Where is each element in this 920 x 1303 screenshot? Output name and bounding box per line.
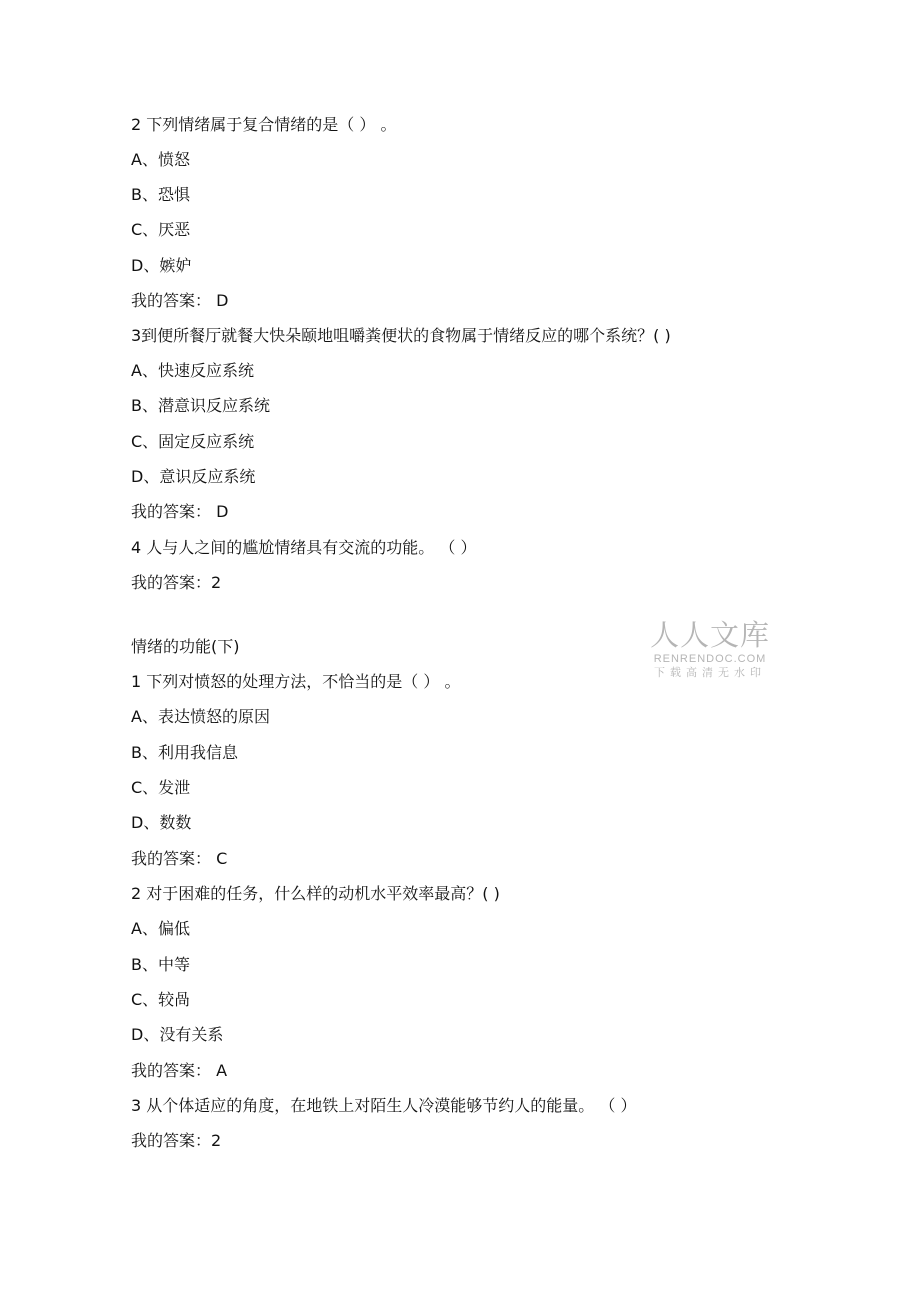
watermark-logo bbox=[640, 618, 780, 680]
option-b: B、恐惧 bbox=[131, 185, 190, 204]
question-2-stem: 2 对于困难的任务，什么样的动机水平效率最高？( ) bbox=[131, 884, 500, 903]
option-d: D、嫉妒 bbox=[131, 256, 192, 275]
option-b: B、潜意识反应系统 bbox=[131, 396, 270, 415]
option-c: C、发泄 bbox=[131, 778, 191, 797]
question-3-stem: 3 从个体适应的角度，在地铁上对陌生人冷漠能够节约人的能量。 （ ） bbox=[131, 1096, 637, 1115]
watermark-tagline: 下载高清无水印 bbox=[654, 666, 766, 679]
watermark-title: 人人文库 bbox=[649, 618, 770, 652]
my-answer: 我的答案： A bbox=[131, 1061, 228, 1080]
option-d: D、意识反应系统 bbox=[131, 467, 256, 486]
option-b: B、中等 bbox=[131, 955, 190, 974]
option-a: A、表达愤怒的原因 bbox=[131, 707, 270, 726]
question-2-stem: 2 下列情绪属于复合情绪的是（ ） 。 bbox=[131, 115, 397, 134]
option-c: C、厌恶 bbox=[131, 220, 191, 239]
option-a: A、快速反应系统 bbox=[131, 361, 254, 380]
question-1-stem: 1 下列对愤怒的处理方法，不恰当的是（ ） 。 bbox=[131, 672, 461, 691]
option-b: B、利用我信息 bbox=[131, 743, 238, 762]
my-answer: 我的答案： D bbox=[131, 502, 229, 521]
option-d: D、数数 bbox=[131, 813, 192, 832]
my-answer: 我的答案： C bbox=[131, 849, 228, 868]
question-3-stem: 3到便所餐厅就餐大快朵颐地咀嚼粪便状的食物属于情绪反应的哪个系统？( ) bbox=[131, 326, 671, 345]
option-a: A、愤怒 bbox=[131, 150, 190, 169]
option-d: D、没有关系 bbox=[131, 1025, 224, 1044]
my-answer: 我的答案：2 bbox=[131, 1131, 222, 1150]
section-title: 情绪的功能(下) bbox=[131, 637, 240, 656]
watermark-site: RENRENDOC.COM bbox=[653, 653, 767, 665]
option-c: C、较咼 bbox=[131, 990, 191, 1009]
option-a: A、偏低 bbox=[131, 919, 190, 938]
option-c: C、固定反应系统 bbox=[131, 432, 255, 451]
my-answer: 我的答案： D bbox=[131, 291, 229, 310]
my-answer: 我的答案：2 bbox=[131, 573, 222, 592]
question-4-stem: 4 人与人之间的尴尬情绪具有交流的功能。 （ ） bbox=[131, 538, 477, 557]
